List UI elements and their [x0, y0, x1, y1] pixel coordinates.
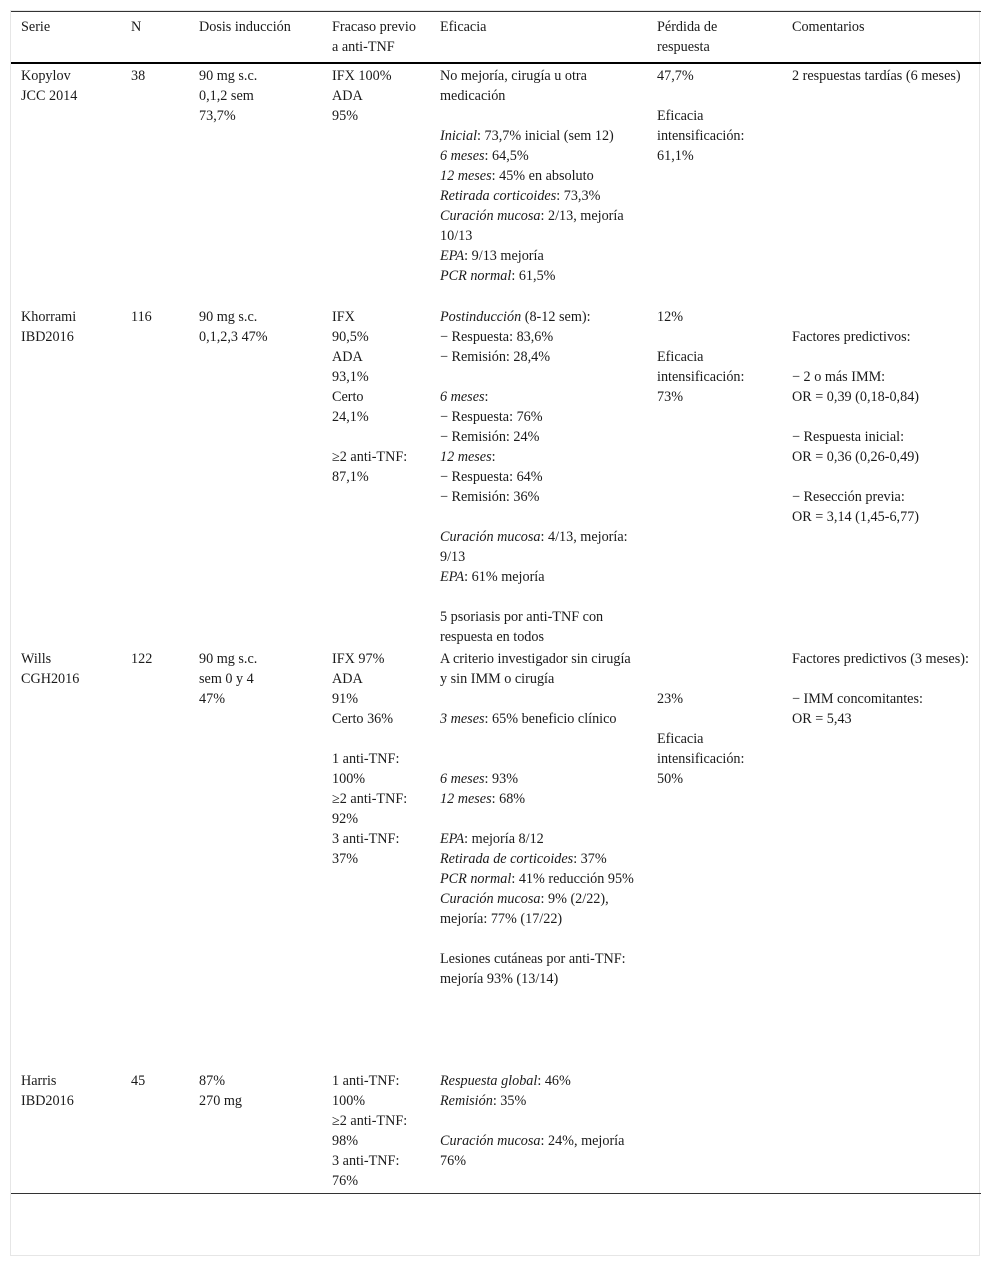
cell-serie-line: Kopylov [21, 68, 71, 84]
cell-eficacia-line: EPA: 61% mejoría [440, 569, 545, 585]
cell-eficacia-line: Retirada corticoides: 73,3% [440, 188, 601, 204]
cell-dosis [189, 63, 322, 305]
cell-dosis-line: 0,1,2,3 47% [199, 329, 268, 345]
cell-fracaso [322, 305, 430, 647]
cell-perdida-line: Eficacia intensificación: 61,1% [657, 108, 749, 164]
cell-eficacia-line: 6 meses: [440, 389, 489, 405]
cell-eficacia-line [440, 1111, 637, 1131]
cell-fracaso-line: ADA [332, 671, 363, 687]
italic-term: Retirada corticoides [440, 188, 557, 204]
cell-eficacia-line: EPA: mejoría 8/12 [440, 831, 544, 847]
cell-eficacia-line: 5 psoriasis por anti-TNF con respuesta en todos [440, 609, 607, 645]
cell-comentarios-line: Factores predictivos: [792, 329, 911, 345]
cell-perdida-line [657, 649, 772, 669]
cell-n [121, 647, 189, 1069]
cell-fracaso [322, 1069, 430, 1194]
italic-term: 12 meses [440, 168, 492, 184]
cell-eficacia-line: 3 meses: 65% beneficio clínico [440, 711, 617, 727]
cell-eficacia-line: Curación mucosa: 2/13, mejoría 10/13 [440, 208, 628, 244]
cell-eficacia-line: Respuesta global: 46% [440, 1073, 571, 1089]
cell-eficacia-line: 12 meses: 45% en absoluto [440, 168, 594, 184]
cell-comentarios-line: Factores predictivos (3 meses): [792, 651, 969, 667]
cell-eficacia-line: PCR normal: 41% reducción 95% [440, 871, 634, 887]
table-row [11, 647, 981, 1069]
cell-fracaso-line [332, 729, 420, 749]
cell-comentarios-line: − Resección previa: [792, 489, 905, 505]
cell-perdida [647, 305, 782, 647]
header-eficacia: Eficacia [430, 12, 647, 64]
cell-fracaso-line: ≥2 anti-TNF: 98% [332, 1113, 411, 1149]
cell-comentarios-line: − Respuesta inicial: [792, 429, 905, 445]
cell-eficacia-line: No mejoría, cirugía u otra medicación [440, 68, 591, 104]
table-row [11, 63, 981, 305]
cell-fracaso-line: 1 anti-TNF: [332, 751, 400, 767]
cell-perdida [647, 63, 782, 305]
cell-fracaso-line: 90,5% [332, 329, 369, 345]
cell-serie-line: JCC 2014 [21, 88, 78, 104]
cell-dosis-line: 73,7% [199, 108, 236, 124]
cell-dosis-line: 90 mg s.c. [199, 651, 258, 667]
cell-dosis-line: 47% [199, 691, 226, 707]
cell-comentarios [782, 1069, 981, 1194]
cell-comentarios-line [792, 347, 971, 367]
cell-serie-line: CGH2016 [21, 671, 80, 687]
italic-term: Postinducción [440, 309, 522, 325]
cell-perdida-line [657, 669, 772, 689]
cell-eficacia-line [440, 367, 637, 387]
cell-comentarios-line: − IMM concomitantes: [792, 691, 923, 707]
cell-eficacia-line: Inicial: 73,7% inicial (sem 12) [440, 128, 614, 144]
cell-n-line: 122 [131, 651, 153, 667]
cell-dosis [189, 1069, 322, 1194]
cell-serie-line: Harris [21, 1073, 57, 1089]
header-perdida: Pérdida de respuesta [647, 12, 782, 64]
italic-term: Curación mucosa [440, 1133, 541, 1149]
table-row [11, 1069, 981, 1194]
cell-n [121, 1069, 189, 1194]
cell-fracaso-line: 100% [332, 1093, 366, 1109]
cell-serie [11, 63, 121, 305]
cell-dosis-line: 90 mg s.c. [199, 309, 258, 325]
cell-perdida [647, 1069, 782, 1194]
header-comentarios: Comentarios [782, 12, 981, 64]
cell-dosis [189, 305, 322, 647]
cell-eficacia [430, 305, 647, 647]
cell-eficacia-line: − Respuesta: 83,6% [440, 329, 554, 345]
cell-eficacia-line: − Remisión: 28,4% [440, 349, 551, 365]
italic-term: EPA [440, 831, 465, 847]
italic-term: PCR normal [440, 268, 512, 284]
italic-term: 3 meses [440, 711, 485, 727]
cell-comentarios-line [792, 669, 971, 689]
cell-n [121, 305, 189, 647]
cell-n [121, 63, 189, 305]
header-serie: Serie [11, 12, 121, 64]
cell-comentarios-line: OR = 5,43 [792, 711, 852, 727]
cell-eficacia-line: Retirada de corticoides: 37% [440, 851, 607, 867]
cell-comentarios-line: 2 respuestas tardías (6 meses) [792, 68, 961, 84]
cell-comentarios-line [792, 407, 971, 427]
cell-comentarios [782, 647, 981, 1069]
cell-dosis-line: sem 0 y 4 [199, 671, 254, 687]
cell-eficacia-line: 6 meses: 64,5% [440, 148, 529, 164]
cell-perdida-line: Eficacia intensificación: 73% [657, 349, 749, 405]
cell-fracaso-line: 3 anti-TNF: [332, 1153, 400, 1169]
cell-fracaso-line: 93,1% [332, 369, 369, 385]
cell-eficacia-line [440, 689, 637, 709]
table-body [11, 63, 981, 1194]
cell-serie [11, 305, 121, 647]
italic-term: EPA [440, 248, 465, 264]
italic-term: Curación mucosa [440, 208, 541, 224]
cell-perdida-line: 47,7% [657, 68, 694, 84]
italic-term: Respuesta global [440, 1073, 538, 1089]
cell-eficacia [430, 63, 647, 305]
cell-fracaso-line: 24,1% [332, 409, 369, 425]
cell-fracaso-line: ADA [332, 349, 363, 365]
cell-perdida-line [657, 709, 772, 729]
italic-term: PCR normal [440, 871, 512, 887]
cell-fracaso-line: Certo 36% [332, 711, 394, 727]
cell-fracaso-line: 87,1% [332, 469, 369, 485]
cell-perdida-line: Eficacia intensificación: 50% [657, 731, 749, 787]
cell-eficacia-line [440, 507, 637, 527]
cell-eficacia-line: − Respuesta: 64% [440, 469, 543, 485]
cell-dosis-line: 0,1,2 sem [199, 88, 254, 104]
cell-eficacia [430, 647, 647, 1069]
cell-eficacia-line: PCR normal: 61,5% [440, 268, 556, 284]
italic-term: Curación mucosa [440, 891, 541, 907]
cell-fracaso [322, 63, 430, 305]
cell-dosis [189, 647, 322, 1069]
cell-comentarios-line: OR = 0,36 (0,26-0,49) [792, 449, 920, 465]
cell-eficacia-line: − Remisión: 24% [440, 429, 540, 445]
cell-fracaso-line: 91% [332, 691, 359, 707]
cell-dosis-line: 87% [199, 1073, 226, 1089]
cell-eficacia-line: − Remisión: 36% [440, 489, 540, 505]
cell-eficacia-line: 12 meses: 68% [440, 791, 526, 807]
header-dosis: Dosis inducción [189, 12, 322, 64]
cell-serie-line: Khorrami [21, 309, 77, 325]
cell-serie [11, 1069, 121, 1194]
header-row [11, 12, 981, 64]
cell-comentarios-line: OR = 3,14 (1,45-6,77) [792, 509, 920, 525]
italic-term: 6 meses [440, 771, 485, 787]
cell-eficacia-line: EPA: 9/13 mejoría [440, 248, 544, 264]
data-table [11, 11, 981, 1194]
cell-eficacia-line: Curación mucosa: 9% (2/22), mejoría: 77% (17/22) [440, 891, 613, 927]
header-fracaso: Fracaso previo a anti-TNF [322, 12, 430, 64]
italic-term: Inicial [440, 128, 478, 144]
cell-fracaso-line: IFX [332, 309, 355, 325]
cell-fracaso [322, 647, 430, 1069]
italic-term: Remisión [440, 1093, 493, 1109]
cell-n-line: 38 [131, 68, 146, 84]
italic-term: 6 meses [440, 148, 485, 164]
cell-eficacia-line: Curación mucosa: 24%, mejoría 76% [440, 1133, 628, 1169]
cell-perdida-line: 23% [657, 691, 684, 707]
cell-eficacia-line [440, 749, 637, 769]
cell-perdida-line: 12% [657, 309, 684, 325]
cell-dosis-line: 270 mg [199, 1093, 242, 1109]
cell-fracaso-line: IFX 100% [332, 68, 392, 84]
cell-eficacia-line: 6 meses: 93% [440, 771, 519, 787]
cell-dosis-line: 90 mg s.c. [199, 68, 258, 84]
cell-comentarios-line [792, 307, 971, 327]
cell-n-line: 45 [131, 1073, 146, 1089]
cell-serie-line: IBD2016 [21, 329, 74, 345]
cell-eficacia-line: Remisión: 35% [440, 1093, 527, 1109]
cell-fracaso-line: ≥2 anti-TNF: 92% [332, 791, 411, 827]
cell-perdida-line [657, 86, 772, 106]
cell-eficacia-line: 12 meses: [440, 449, 496, 465]
cell-perdida-line [657, 327, 772, 347]
italic-term: Curación mucosa [440, 529, 541, 545]
cell-eficacia-line [440, 587, 637, 607]
cell-eficacia-line: Lesiones cutáneas por anti-TNF: mejoría 93% (13/14) [440, 951, 630, 987]
cell-eficacia-line: − Respuesta: 76% [440, 409, 543, 425]
cell-eficacia-line [440, 929, 637, 949]
cell-eficacia [430, 1069, 647, 1194]
italic-term: Retirada de corticoides [440, 851, 574, 867]
cell-serie-line: Wills [21, 651, 52, 667]
italic-term: EPA [440, 569, 465, 585]
cell-fracaso-line: 3 anti-TNF: [332, 831, 400, 847]
cell-fracaso-line: Certo [332, 389, 364, 405]
cell-comentarios-line [792, 467, 971, 487]
cell-eficacia-line [440, 729, 637, 749]
cell-eficacia-line [440, 809, 637, 829]
cell-eficacia-line [440, 106, 637, 126]
table-row [11, 305, 981, 647]
cell-fracaso-line: ADA [332, 88, 363, 104]
cell-comentarios [782, 305, 981, 647]
cell-serie [11, 647, 121, 1069]
cell-fracaso-line: 95% [332, 108, 359, 124]
cell-eficacia-line: Postinducción (8-12 sem): [440, 309, 591, 325]
cell-serie-line: IBD2016 [21, 1093, 74, 1109]
italic-term: 12 meses [440, 449, 492, 465]
cell-fracaso-line [332, 427, 420, 447]
cell-comentarios-line: − 2 o más IMM: [792, 369, 886, 385]
cell-eficacia-line: A criterio investigador sin cirugía y sin IMM o cirugía [440, 651, 635, 687]
cell-fracaso-line: 37% [332, 851, 359, 867]
cell-comentarios [782, 63, 981, 305]
cell-comentarios-line: OR = 0,39 (0,18-0,84) [792, 389, 920, 405]
cell-fracaso-line: IFX 97% [332, 651, 385, 667]
cell-eficacia-line: Curación mucosa: 4/13, mejoría: 9/13 [440, 529, 632, 565]
cell-fracaso-line: 1 anti-TNF: [332, 1073, 400, 1089]
cell-fracaso-line: 76% [332, 1173, 359, 1189]
cell-n-line: 116 [131, 309, 152, 325]
cell-fracaso-line: ≥2 anti-TNF: [332, 449, 408, 465]
cell-fracaso-line: 100% [332, 771, 366, 787]
header-n: N [121, 12, 189, 64]
cell-perdida [647, 647, 782, 1069]
italic-term: 12 meses [440, 791, 492, 807]
italic-term: 6 meses [440, 389, 485, 405]
